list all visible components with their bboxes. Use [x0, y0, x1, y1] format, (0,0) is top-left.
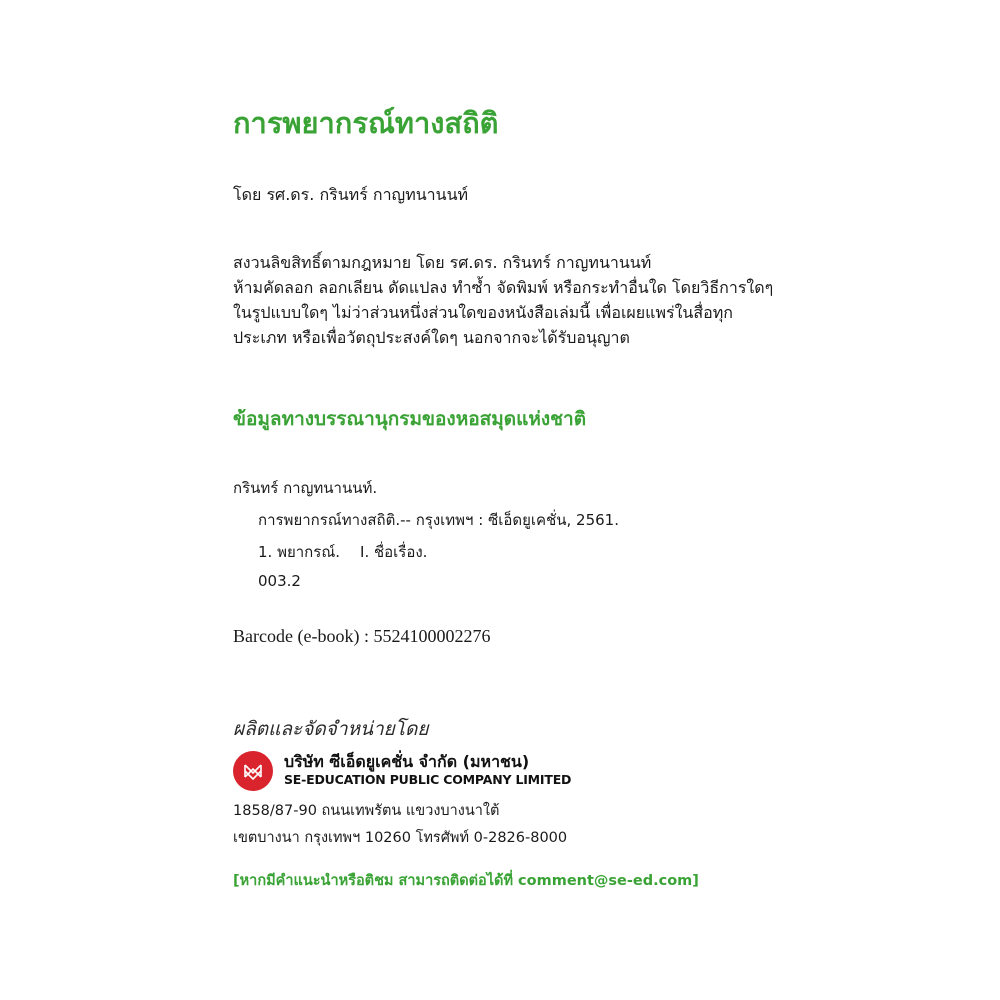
- cip-author: กรินทร์ กาญทนานนท์.: [233, 479, 378, 497]
- barcode-line: Barcode (e-book) : 5524100002276: [233, 626, 491, 646]
- contact-note: [หากมีคำแนะนำหรือติชม สามารถติดต่อได้ที่ comment@se-ed.com]: [233, 873, 699, 889]
- copyright-line: ในรูปแบบใดๆ ไม่ว่าส่วนหนึ่งส่วนใดของหนังสือเล่มนี้ เพื่อเผยแพร่ในสื่อทุก: [233, 303, 733, 322]
- copyright-line: ห้ามคัดลอก ลอกเลียน ดัดแปลง ทำซ้ำ จัดพิมพ์ หรือกระทำอื่นใด โดยวิธีการใดๆ: [233, 278, 774, 297]
- cip-subject-line: [258, 540, 427, 564]
- address-line: เขตบางนา กรุงเทพฯ 10260 โทรศัพท์ 0-2826-8000: [233, 830, 568, 846]
- cip-title-line: การพยากรณ์ทางสถิติ.-- กรุงเทพฯ : ซีเอ็ดยูเคชั่น, 2561.: [258, 511, 619, 529]
- company-name-thai: บริษัท ซีเอ็ดยูเคชั่น จำกัด (มหาชน): [284, 752, 530, 771]
- se-ed-logo-icon: [233, 751, 273, 791]
- cip-classification: 003.2: [258, 572, 301, 590]
- cip-heading: ข้อมูลทางบรรณานุกรมของหอสมุดแห่งชาติ: [233, 408, 587, 430]
- cip-subject: 1. พยากรณ์.: [258, 543, 341, 561]
- cip-title-entry: I. ชื่อเรื่อง.: [360, 543, 428, 561]
- copyright-notice: [233, 250, 773, 350]
- distribution-label: ผลิตและจัดจำหน่ายโดย: [233, 718, 429, 740]
- company-name-english: SE-EDUCATION PUBLIC COMPANY LIMITED: [284, 772, 572, 787]
- company-address: [233, 798, 567, 852]
- copyright-line: สงวนลิขสิทธิ์ตามกฎหมาย โดย รศ.ดร. กรินทร์ กาญทนานนท์: [233, 253, 652, 272]
- author-line: โดย รศ.ดร. กรินทร์ กาญทนานนท์: [233, 185, 469, 204]
- book-title: การพยากรณ์ทางสถิติ: [233, 106, 499, 140]
- copyright-line: ประเภท หรือเพื่อวัตถุประสงค์ใดๆ นอกจากจะได้รับอนุญาต: [233, 328, 630, 347]
- address-line: 1858/87-90 ถนนเทพรัตน แขวงบางนาใต้: [233, 803, 500, 819]
